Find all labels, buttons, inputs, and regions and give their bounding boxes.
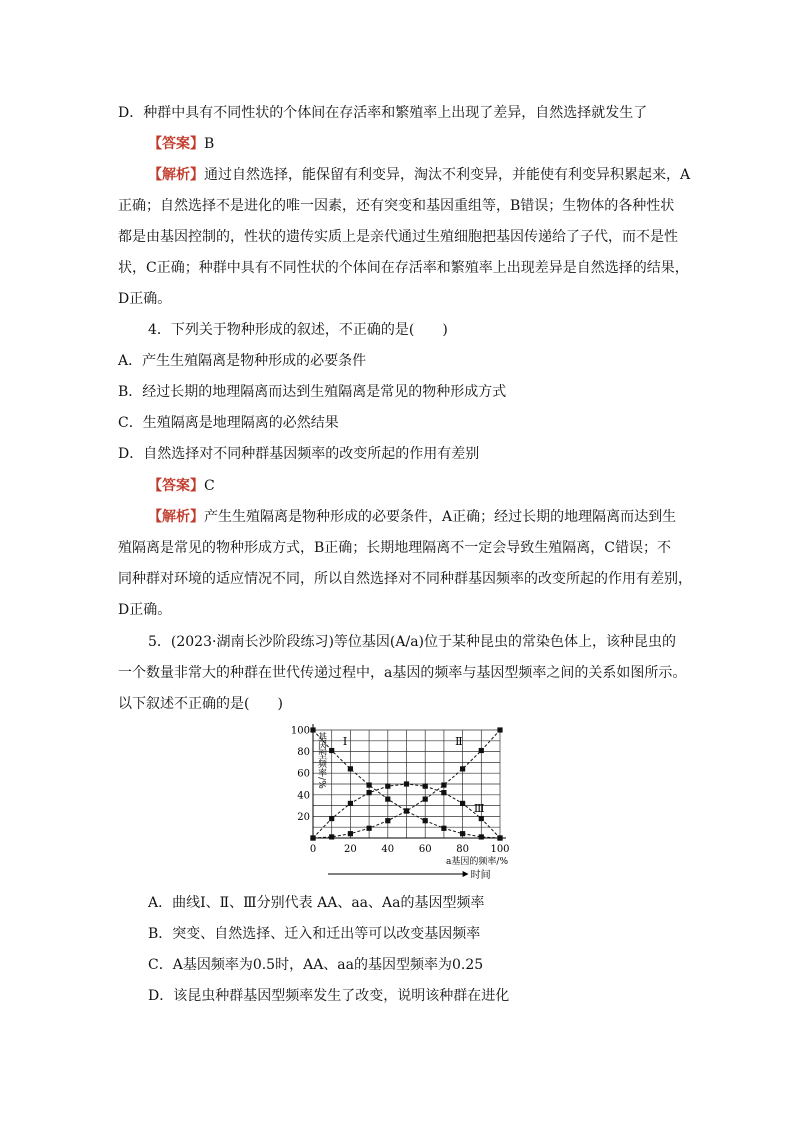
data-point bbox=[423, 818, 428, 823]
x-tick-label: 20 bbox=[344, 844, 357, 855]
q3-analysis-line-1: 【解析】通过自然选择，能保留有利变异，淘汰不利变异，并能使有利变异积累起来，A bbox=[148, 167, 691, 183]
y-axis-label: 基因型频率/% bbox=[316, 732, 326, 789]
q3-option-d: D．种群中具有不同性状的个体间在存活率和繁殖率上出现了差异，自然选择就发生了 bbox=[118, 105, 648, 121]
q4-analysis-line-4: D正确。 bbox=[118, 602, 172, 618]
data-point bbox=[497, 835, 502, 840]
x-tick-label: 60 bbox=[418, 844, 432, 855]
data-point bbox=[441, 790, 446, 795]
data-point bbox=[310, 727, 315, 732]
x-tick-label: 80 bbox=[456, 844, 469, 855]
data-point bbox=[460, 831, 465, 836]
data-point bbox=[460, 801, 465, 806]
data-point bbox=[348, 831, 353, 836]
q3-analysis-line-3: 都是由基因控制的，性状的遗传实质上是亲代通过生殖细胞把基因传递给了子代，而不是性 bbox=[118, 229, 678, 245]
x-tick-label: 40 bbox=[381, 844, 395, 855]
data-point bbox=[310, 835, 315, 840]
answer-tag: 【答案】 bbox=[148, 478, 204, 494]
q4-answer bbox=[148, 476, 215, 496]
data-point bbox=[348, 801, 353, 806]
data-point bbox=[385, 784, 390, 789]
q4-analysis-line-3: 同种群对环境的适应情况不同，所以自然选择对不同种群基因频率的改变所起的作用有差别， bbox=[118, 571, 692, 587]
data-point bbox=[329, 748, 334, 753]
y-tick-label: 80 bbox=[297, 747, 310, 759]
x-axis-label: a基因的频率/% bbox=[446, 857, 508, 867]
data-point bbox=[460, 766, 465, 771]
data-point bbox=[441, 826, 446, 831]
q5-stem-line-3: 以下叙述不正确的是( ) bbox=[118, 696, 283, 712]
data-point bbox=[348, 766, 353, 771]
series-label: Ⅰ bbox=[342, 735, 348, 749]
q3-answer bbox=[148, 134, 214, 154]
q5-option-a: A．曲线Ⅰ、Ⅱ、Ⅲ分别代表 AA、aa、Aa的基因型频率 bbox=[148, 895, 485, 911]
q5-option-c: C．A基因频率为0.5时，AA、aa的基因型频率为0.25 bbox=[148, 957, 484, 973]
q4-option-c: C．生殖隔离是地理隔离的必然结果 bbox=[118, 415, 339, 431]
q4-answer-value: C bbox=[204, 478, 215, 494]
x-tick-label: 0 bbox=[309, 844, 317, 855]
q4-option-b: B．经过长期的地理隔离而达到生殖隔离是常见的物种形成方式 bbox=[118, 384, 507, 400]
data-point bbox=[423, 797, 428, 802]
q5-stem-line-2: 一个数量非常大的种群在世代传递过程中，a基因的频率与基因型频率之间的关系如图所示。 bbox=[118, 665, 687, 681]
q4-analysis-line-2: 殖隔离是常见的物种形成方式，B正确；长期地理隔离不一定会导致生殖隔离，C错误；不 bbox=[118, 540, 671, 556]
series-label: Ⅲ bbox=[473, 802, 485, 816]
q5-option-b: B．突变、自然选择、迁入和迁出等可以改变基因频率 bbox=[148, 926, 481, 942]
q4-stem: 4．下列关于物种形成的叙述，不正确的是( ) bbox=[148, 322, 448, 338]
data-point bbox=[367, 826, 372, 831]
data-point bbox=[423, 784, 428, 789]
answer-tag: 【答案】 bbox=[148, 136, 204, 152]
data-point bbox=[497, 727, 502, 732]
data-point bbox=[385, 818, 390, 823]
q5-stem-line-1: 5．(2023·湖南长沙阶段练习)等位基因(A/a)位于某种昆虫的常染色体上，该种昆虫的 bbox=[148, 634, 677, 650]
q3-analysis-line-2: 正确；自然选择不是进化的唯一因素，还有突变和基因重组等，B错误；生物体的各种性状 bbox=[118, 198, 675, 214]
q5-option-d: D．该昆虫种群基因型频率发生了改变，说明该种群在进化 bbox=[148, 988, 510, 1004]
x-tick-label: 100 bbox=[490, 844, 510, 855]
data-point bbox=[479, 748, 484, 753]
data-point bbox=[367, 790, 372, 795]
genotype-frequency-chart bbox=[290, 722, 520, 882]
data-point bbox=[479, 834, 484, 839]
data-point bbox=[329, 816, 334, 821]
data-point bbox=[385, 797, 390, 802]
data-point bbox=[329, 834, 334, 839]
series-label: Ⅱ bbox=[455, 735, 463, 749]
q3-analysis-line-4: 状，C正确；种群中具有不同性状的个体间在存活率和繁殖率上出现差异是自然选择的结果， bbox=[118, 260, 689, 276]
y-tick-label: 20 bbox=[297, 811, 310, 823]
q4-option-d: D．自然选择对不同种群基因频率的改变所起的作用有差别 bbox=[118, 446, 480, 462]
y-tick-label: 40 bbox=[297, 790, 310, 802]
q4-analysis-line-1: 【解析】产生生殖隔离是物种形成的必要条件，A正确；经过长期的地理隔离而达到生 bbox=[148, 509, 677, 525]
data-point bbox=[479, 816, 484, 821]
data-point bbox=[441, 782, 446, 787]
analysis-tag: 【解析】 bbox=[148, 167, 204, 183]
time-arrow-head bbox=[463, 871, 469, 877]
data-point bbox=[404, 781, 409, 786]
q4-option-a: A．产生生殖隔离是物种形成的必要条件 bbox=[118, 353, 367, 369]
q3-answer-value: B bbox=[204, 136, 215, 152]
data-point bbox=[367, 782, 372, 787]
y-tick-label: 60 bbox=[297, 768, 310, 780]
data-point bbox=[404, 808, 409, 813]
y-tick-label: 100 bbox=[290, 725, 310, 737]
q3-analysis-line-5: D正确。 bbox=[118, 291, 172, 307]
analysis-tag: 【解析】 bbox=[148, 509, 204, 525]
time-label: 时间 bbox=[470, 870, 491, 881]
